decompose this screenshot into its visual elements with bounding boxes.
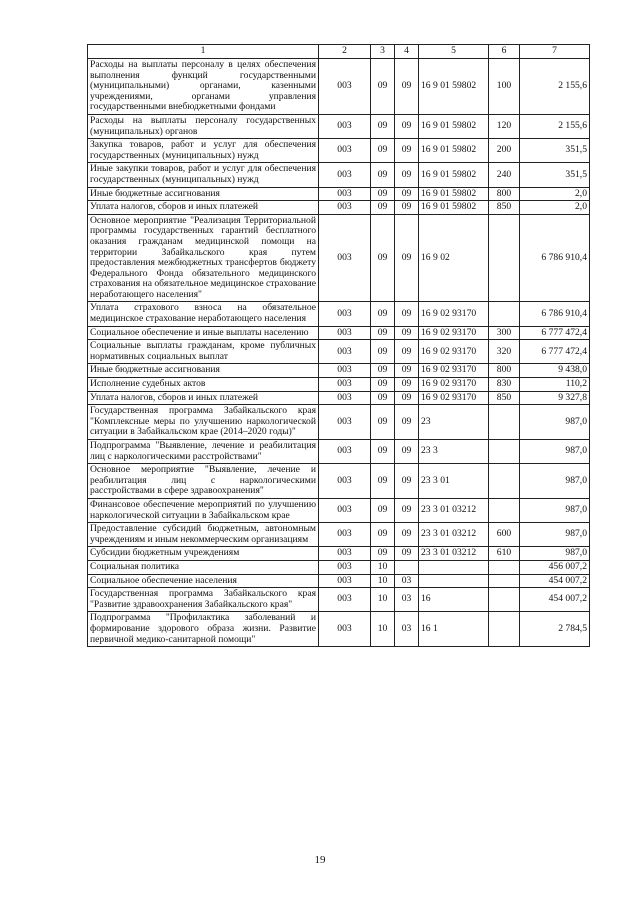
cell-section: 09 [371,340,395,364]
table-row [88,405,590,440]
cell-target-article [419,560,489,574]
cell-section: 09 [371,139,395,163]
cell-name: Уплата налогов, сборов и иных платежей [88,201,319,215]
header-row [88,45,590,59]
cell-section: 09 [371,547,395,561]
cell-amount: 6 777 472,4 [520,340,590,364]
cell-section: 09 [371,498,395,522]
cell-target-article: 16 9 02 93170 [419,302,489,326]
cell-name: Расходы на выплаты персоналу государственных (муниципальных) органов [88,114,319,138]
cell-subsection: 09 [395,498,419,522]
cell-section: 09 [371,523,395,547]
cell-admin-code: 003 [319,612,371,647]
cell-name: Исполнение судебных актов [88,378,319,392]
cell-target-article: 23 3 [419,440,489,464]
cell-subsection: 09 [395,440,419,464]
cell-admin-code: 003 [319,201,371,215]
cell-admin-code: 003 [319,560,371,574]
cell-subsection: 03 [395,612,419,647]
cell-section: 10 [371,588,395,612]
cell-amount: 2,0 [520,187,590,201]
cell-amount: 987,0 [520,498,590,522]
page-number: 19 [314,854,326,866]
table-row [88,302,590,326]
cell-expense-type: 610 [489,547,520,561]
cell-subsection: 09 [395,187,419,201]
table-row [88,59,590,115]
cell-target-article [419,574,489,588]
cell-amount: 9 438,0 [520,364,590,378]
cell-target-article: 23 [419,405,489,440]
table-row [88,201,590,215]
cell-expense-type: 240 [489,163,520,187]
cell-section: 10 [371,612,395,647]
cell-admin-code: 003 [319,588,371,612]
cell-amount: 6 786 910,4 [520,302,590,326]
cell-section: 09 [371,326,395,340]
cell-section: 09 [371,114,395,138]
cell-target-article: 16 [419,588,489,612]
cell-amount: 987,0 [520,405,590,440]
cell-name: Иные закупки товаров, работ и услуг для обеспечения государственных (муниципальных) нужд [88,163,319,187]
table-row [88,139,590,163]
cell-admin-code: 003 [319,340,371,364]
cell-admin-code: 003 [319,405,371,440]
cell-name: Уплата страхового взноса на обязательное медицинское страхование неработающего населения [88,302,319,326]
cell-amount: 987,0 [520,547,590,561]
cell-target-article: 16 9 01 59802 [419,59,489,115]
table-row [88,214,590,302]
cell-admin-code: 003 [319,498,371,522]
table-row [88,364,590,378]
cell-amount: 110,2 [520,378,590,392]
cell-target-article: 16 9 02 93170 [419,326,489,340]
cell-amount: 2,0 [520,201,590,215]
cell-amount: 987,0 [520,440,590,464]
cell-expense-type: 320 [489,340,520,364]
cell-name: Социальная политика [88,560,319,574]
table-row [88,612,590,647]
cell-expense-type: 600 [489,523,520,547]
cell-name: Субсидии бюджетным учреждениям [88,547,319,561]
cell-name: Социальные выплаты гражданам, кроме публичных нормативных социальных выплат [88,340,319,364]
cell-expense-type: 800 [489,364,520,378]
cell-subsection: 09 [395,114,419,138]
cell-amount: 351,5 [520,163,590,187]
table-row [88,187,590,201]
budget-table [87,44,590,647]
cell-subsection: 09 [395,326,419,340]
cell-amount: 6 777 472,4 [520,326,590,340]
cell-expense-type [489,464,520,499]
cell-subsection: 09 [395,302,419,326]
header-col-4: 4 [395,45,419,59]
cell-admin-code: 003 [319,163,371,187]
cell-name: Финансовое обеспечение мероприятий по улучшению наркологической ситуации в Забайкальском крае [88,498,319,522]
cell-target-article: 16 9 01 59802 [419,187,489,201]
cell-name: Государственная программа Забайкальского края "Комплексные меры по улучшению наркологической ситуации в Забайкальском крае (2014–2020 годы)" [88,405,319,440]
table-row [88,588,590,612]
cell-target-article: 16 9 02 93170 [419,391,489,405]
cell-expense-type [489,612,520,647]
cell-amount: 2 784,5 [520,612,590,647]
cell-expense-type [489,405,520,440]
cell-target-article: 16 9 01 59802 [419,163,489,187]
table-row [88,440,590,464]
cell-section: 09 [371,364,395,378]
cell-amount: 351,5 [520,139,590,163]
cell-admin-code: 003 [319,302,371,326]
cell-subsection: 09 [395,139,419,163]
table-row [88,163,590,187]
cell-subsection: 09 [395,523,419,547]
header-col-2: 2 [319,45,371,59]
cell-expense-type [489,588,520,612]
table-row [88,574,590,588]
table-row [88,326,590,340]
table-row [88,547,590,561]
cell-target-article: 16 9 02 93170 [419,364,489,378]
cell-section: 09 [371,391,395,405]
cell-admin-code: 003 [319,440,371,464]
header-col-5: 5 [419,45,489,59]
cell-admin-code: 003 [319,464,371,499]
cell-name: Социальное обеспечение населения [88,574,319,588]
cell-expense-type: 850 [489,391,520,405]
cell-section: 09 [371,464,395,499]
cell-admin-code: 003 [319,523,371,547]
cell-name: Социальное обеспечение и иные выплаты населению [88,326,319,340]
table-row [88,464,590,499]
cell-subsection: 03 [395,574,419,588]
cell-amount: 454 007,2 [520,588,590,612]
cell-admin-code: 003 [319,139,371,163]
cell-admin-code: 003 [319,547,371,561]
header-col-6: 6 [489,45,520,59]
cell-subsection [395,560,419,574]
cell-amount: 2 155,6 [520,114,590,138]
cell-admin-code: 003 [319,326,371,340]
cell-admin-code: 003 [319,378,371,392]
cell-target-article: 23 3 01 03212 [419,547,489,561]
cell-expense-type: 100 [489,59,520,115]
cell-target-article: 23 3 01 [419,464,489,499]
cell-section: 09 [371,201,395,215]
cell-subsection: 09 [395,163,419,187]
cell-admin-code: 003 [319,187,371,201]
cell-expense-type: 850 [489,201,520,215]
cell-name: Уплата налогов, сборов и иных платежей [88,391,319,405]
cell-target-article: 16 9 02 [419,214,489,302]
table-row [88,560,590,574]
cell-name: Подпрограмма "Выявление, лечение и реабилитация лиц с наркологическими расстройствами" [88,440,319,464]
cell-section: 09 [371,440,395,464]
cell-subsection: 09 [395,464,419,499]
cell-admin-code: 003 [319,59,371,115]
cell-expense-type [489,440,520,464]
cell-name: Иные бюджетные ассигнования [88,187,319,201]
cell-name: Основное мероприятие "Выявление, лечение и реабилитация лиц с наркологическими расстройствами в сфере здравоохранения" [88,464,319,499]
cell-expense-type [489,498,520,522]
cell-expense-type [489,302,520,326]
cell-amount: 987,0 [520,523,590,547]
cell-amount: 6 786 910,4 [520,214,590,302]
cell-target-article: 16 9 01 59802 [419,114,489,138]
cell-expense-type [489,574,520,588]
cell-expense-type: 200 [489,139,520,163]
cell-admin-code: 003 [319,574,371,588]
table-row [88,340,590,364]
cell-section: 09 [371,405,395,440]
cell-section: 09 [371,378,395,392]
cell-amount: 2 155,6 [520,59,590,115]
cell-admin-code: 003 [319,364,371,378]
cell-admin-code: 003 [319,214,371,302]
cell-section: 09 [371,214,395,302]
cell-section: 10 [371,560,395,574]
cell-target-article: 23 3 01 03212 [419,523,489,547]
cell-subsection: 09 [395,59,419,115]
cell-subsection: 09 [395,340,419,364]
cell-amount: 454 007,2 [520,574,590,588]
header-col-1: 1 [88,45,319,59]
cell-target-article: 16 9 02 93170 [419,378,489,392]
cell-target-article: 23 3 01 03212 [419,498,489,522]
cell-section: 09 [371,302,395,326]
cell-name: Основное мероприятие "Реализация Территориальной программы государственных гарантий бесплатного оказания гражданам медицинской помощи на территории Забайкальского края путем предоставления межбюджетных трансфертов бюджету Федерального Фонда обязательного медицинского страхования на обязательное медицинское страхование неработающего населения" [88,214,319,302]
cell-target-article: 16 9 01 59802 [419,139,489,163]
cell-expense-type: 120 [489,114,520,138]
cell-subsection: 09 [395,405,419,440]
cell-amount: 987,0 [520,464,590,499]
cell-target-article: 16 1 [419,612,489,647]
cell-subsection: 09 [395,547,419,561]
cell-name: Расходы на выплаты персоналу в целях обеспечения выполнения функций государственными (муниципальными) органами, казенными учреждениями, органами управления государственными внебюджетными фондами [88,59,319,115]
cell-section: 10 [371,574,395,588]
cell-subsection: 09 [395,391,419,405]
cell-target-article: 16 9 01 59802 [419,201,489,215]
cell-section: 09 [371,187,395,201]
table-row [88,391,590,405]
cell-name: Закупка товаров, работ и услуг для обеспечения государственных (муниципальных) нужд [88,139,319,163]
cell-expense-type [489,560,520,574]
cell-expense-type [489,214,520,302]
cell-admin-code: 003 [319,391,371,405]
header-col-7: 7 [520,45,590,59]
cell-name: Подпрограмма "Профилактика заболеваний и формирование здорового образа жизни. Развитие первичной медико-санитарной помощи" [88,612,319,647]
cell-expense-type: 830 [489,378,520,392]
cell-target-article: 16 9 02 93170 [419,340,489,364]
table-row [88,378,590,392]
cell-subsection: 03 [395,588,419,612]
cell-subsection: 09 [395,201,419,215]
cell-amount: 9 327,8 [520,391,590,405]
table-row [88,498,590,522]
cell-subsection: 09 [395,364,419,378]
cell-admin-code: 003 [319,114,371,138]
header-col-3: 3 [371,45,395,59]
cell-amount: 456 007,2 [520,560,590,574]
cell-expense-type: 300 [489,326,520,340]
cell-subsection: 09 [395,214,419,302]
cell-name: Предоставление субсидий бюджетным, автономным учреждениям и иным некоммерческим организациям [88,523,319,547]
table-row [88,523,590,547]
table-row [88,114,590,138]
cell-subsection: 09 [395,378,419,392]
cell-section: 09 [371,59,395,115]
cell-name: Иные бюджетные ассигнования [88,364,319,378]
cell-section: 09 [371,163,395,187]
cell-expense-type: 800 [489,187,520,201]
cell-name: Государственная программа Забайкальского края "Развитие здравоохранения Забайкальского края" [88,588,319,612]
